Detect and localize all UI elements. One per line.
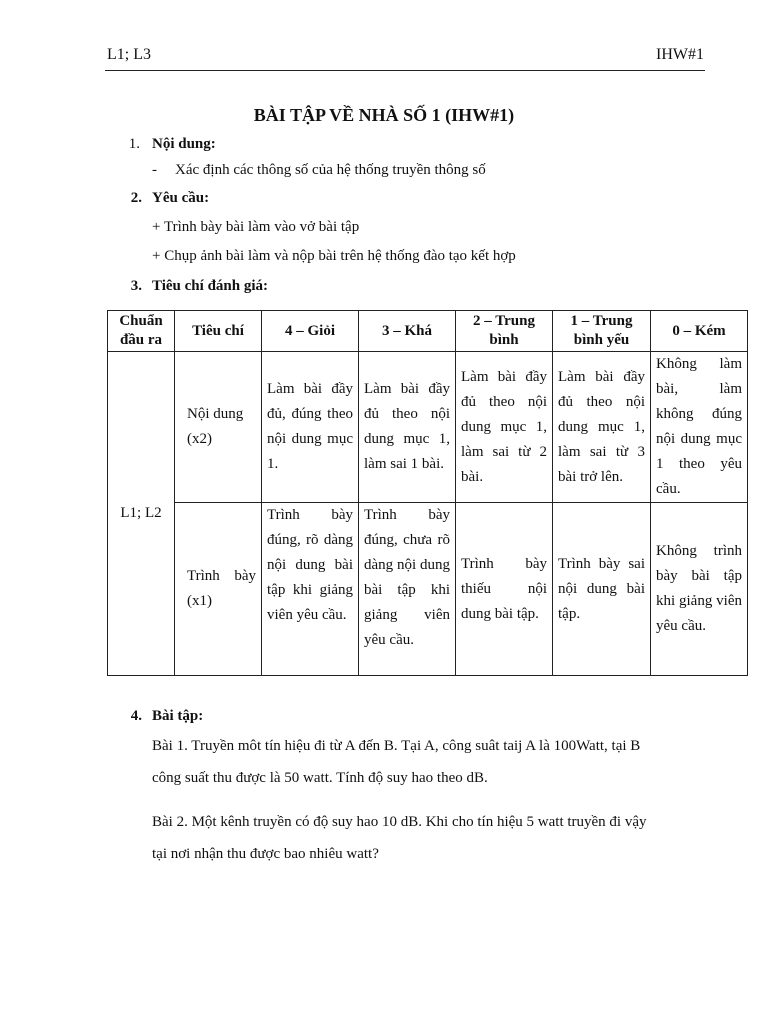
- section-3-title: Tiêu chí đánh giá:: [152, 278, 269, 294]
- section-4-number: 4.: [130, 708, 142, 724]
- criterion-cell: Nội dung (x2): [175, 352, 262, 503]
- rubric-cell: Làm bài đầy đủ theo nội dung mục 1, làm sai 1 bài.: [359, 352, 456, 503]
- exercise-2-line: Bài 2. Một kênh truyền có độ suy hao 10 dB. Khi cho tín hiệu 5 watt truyền đi vậy: [152, 814, 647, 830]
- section-2-item: + Chụp ảnh bài làm và nộp bài trên hệ thống đào tạo kết hợp: [152, 248, 516, 264]
- table-row: [108, 352, 748, 503]
- table-header-row: [108, 311, 748, 352]
- rubric-cell: Trình bày đúng, rõ dàng nội dung bài tập khi giảng viên yêu cầu.: [262, 503, 359, 676]
- section-1-bullet-mark: -: [152, 162, 157, 178]
- section-4-title: Bài tập:: [152, 708, 204, 724]
- rubric-cell: Làm bài đầy đủ theo nội dung mục 1, làm sai từ 2 bài.: [456, 352, 553, 503]
- rubric-cell: Làm bài đầy đủ, đúng theo nội dung mục 1.: [262, 352, 359, 503]
- header-outcome: Chuẩn đầu ra: [108, 311, 175, 352]
- section-3-number: 3.: [130, 278, 142, 294]
- table-row: [108, 503, 748, 676]
- exercise-1-line: Bài 1. Truyền môt tín hiệu đi từ A đến B. Tại A, công suât taij A là 100Watt, tại B: [152, 738, 641, 754]
- rubric-cell: Trình bày đúng, chưa rõ dàng nội dung bài tập khi giảng viên yêu cầu.: [359, 503, 456, 676]
- section-1-bullet: Xác định các thông số của hệ thống truyền thông số: [175, 162, 486, 178]
- section-1-number: 1.: [128, 136, 140, 152]
- criterion-cell: Trình bày (x1): [175, 503, 262, 676]
- header-left: L1; L3: [107, 46, 151, 63]
- section-2-item: + Trình bày bài làm vào vở bài tập: [152, 219, 360, 235]
- page-title: BÀI TẬP VỀ NHÀ SỐ 1 (IHW#1): [253, 105, 515, 125]
- exercise-2-line: tại nơi nhận thu được bao nhiêu watt?: [152, 846, 379, 862]
- section-2-title: Yêu cầu:: [152, 190, 210, 206]
- rubric-table: [107, 310, 748, 676]
- rubric-cell: Trình bày thiếu nội dung bài tập.: [456, 503, 553, 676]
- section-2-number: 2.: [130, 190, 142, 206]
- outcome-cell: L1; L2: [108, 352, 175, 676]
- exercise-1-line: công suất thu được là 50 watt. Tính độ suy hao theo dB.: [152, 770, 488, 786]
- exercise-2: [152, 806, 712, 870]
- rubric-cell: Không trình bày bài tập khi giảng viên yêu cầu.: [651, 503, 748, 676]
- header-criterion: Tiêu chí: [175, 311, 262, 352]
- header-level-2: 2 – Trung bình: [456, 311, 553, 352]
- header-level-1: 1 – Trung bình yếu: [553, 311, 651, 352]
- header-rule: [105, 70, 705, 71]
- rubric-cell: Trình bày sai nội dung bài tập.: [553, 503, 651, 676]
- header-level-4: 4 – Giỏi: [262, 311, 359, 352]
- rubric-cell: Làm bài đầy đủ theo nội dung mục 1, làm sai từ 3 bài trở lên.: [553, 352, 651, 503]
- header-right: IHW#1: [656, 46, 704, 63]
- header-level-3: 3 – Khá: [359, 311, 456, 352]
- rubric-cell: Không làm bài, làm không đúng nội dung mục 1 theo yêu cầu.: [651, 352, 748, 503]
- exercise-1: [152, 730, 712, 794]
- header-level-0: 0 – Kém: [651, 311, 748, 352]
- section-1-title: Nội dung:: [152, 136, 216, 152]
